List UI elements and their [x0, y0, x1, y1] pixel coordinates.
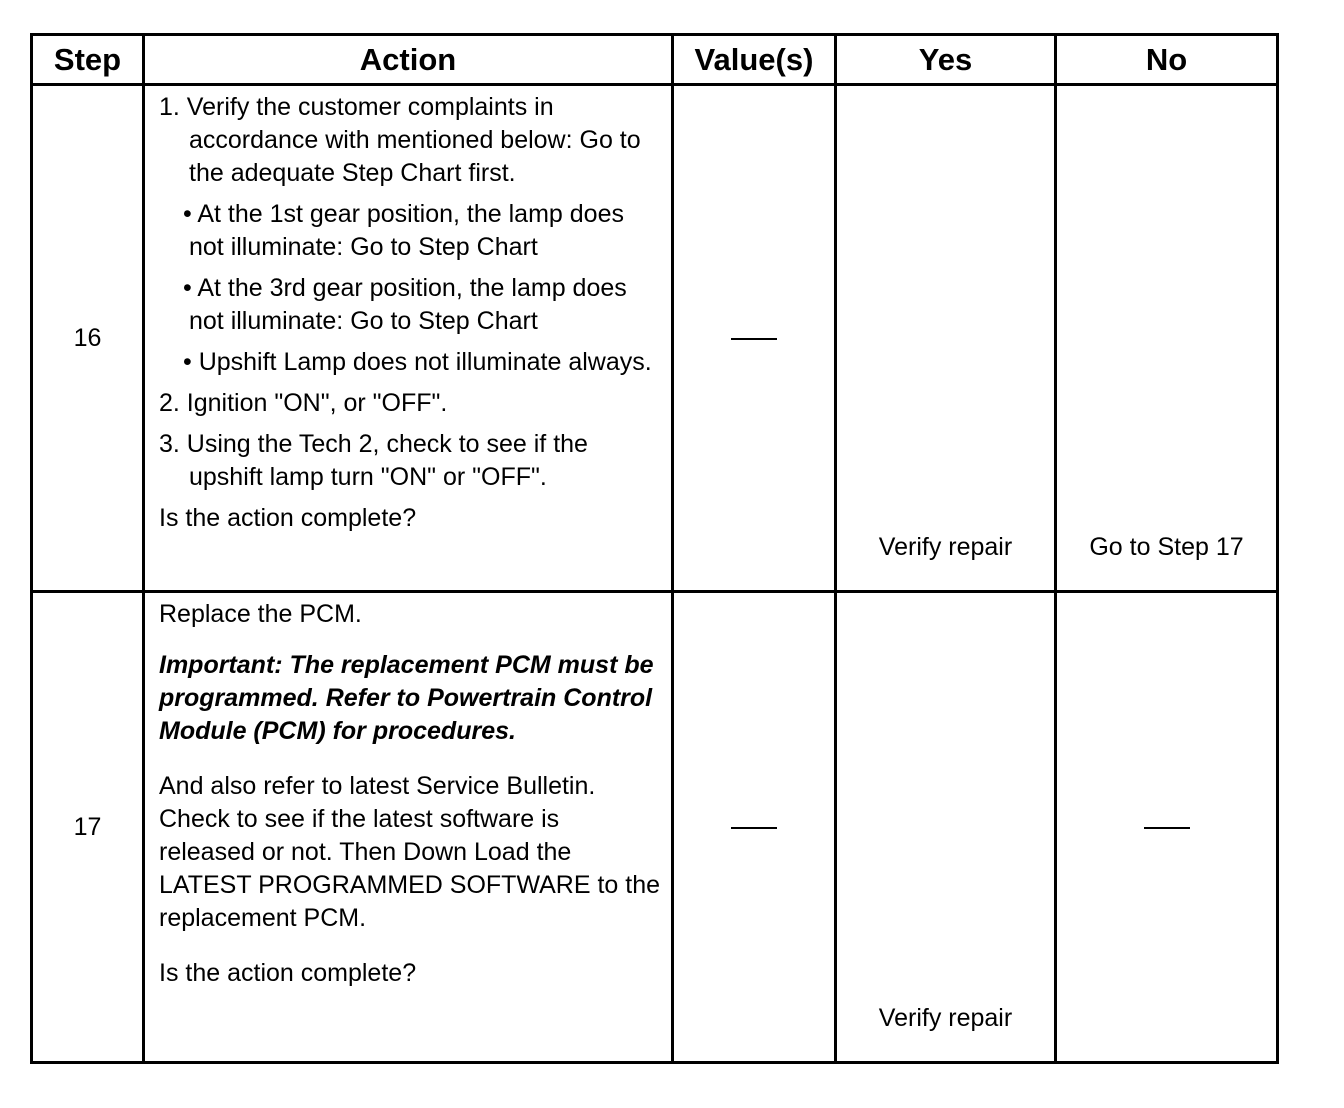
table-row	[32, 592, 1278, 1063]
step-number: 16	[32, 85, 144, 592]
header-step: Step	[32, 35, 144, 85]
yes-cell	[836, 85, 1056, 592]
action-item: 3. Using the Tech 2, check to see if the upshift lamp turn "ON" or "OFF".	[159, 430, 588, 491]
action-item: 2. Ignition "ON", or "OFF".	[159, 389, 448, 417]
header-row	[32, 35, 1278, 85]
yes-result: Verify repair	[878, 1004, 1013, 1032]
action-question: Is the action complete?	[159, 504, 417, 532]
empty-value-dash	[731, 338, 777, 340]
important-note: Important: The replacement PCM must be programmed. Refer to Powertrain Control Module (PCM) for procedures.	[159, 651, 654, 745]
action-line: Replace the PCM.	[159, 600, 362, 628]
value-cell	[673, 592, 836, 1063]
empty-value-dash	[731, 827, 777, 829]
no-cell	[1056, 592, 1278, 1063]
header-action: Action	[144, 35, 673, 85]
step-number: 17	[32, 592, 144, 1063]
header-values: Value(s)	[673, 35, 836, 85]
action-bullet: • Upshift Lamp does not illuminate always.	[183, 348, 652, 376]
yes-result: Verify repair	[878, 533, 1013, 561]
action-paragraph: And also refer to latest Service Bulletin. Check to see if the latest software is released or not. Then Down Load the LATEST PROGRAMMED SOFTWARE to the replacement PCM.	[159, 772, 661, 932]
empty-no-dash	[1144, 827, 1190, 829]
action-cell	[144, 592, 673, 1063]
header-no: No	[1056, 35, 1278, 85]
action-cell	[144, 85, 673, 592]
no-cell	[1056, 85, 1278, 592]
header-yes: Yes	[836, 35, 1056, 85]
action-item: 1. Verify the customer complaints in accordance with mentioned below: Go to the adequate Step Chart first.	[159, 93, 641, 187]
value-cell	[673, 85, 836, 592]
diagnostic-table	[30, 33, 1279, 1064]
table-row	[32, 85, 1278, 592]
yes-cell	[836, 592, 1056, 1063]
action-bullet: • At the 3rd gear position, the lamp does not illuminate: Go to Step Chart	[183, 274, 627, 335]
no-result: Go to Step 17	[1089, 533, 1244, 561]
action-question: Is the action complete?	[159, 959, 417, 987]
action-bullet: • At the 1st gear position, the lamp does not illuminate: Go to Step Chart	[183, 200, 624, 261]
